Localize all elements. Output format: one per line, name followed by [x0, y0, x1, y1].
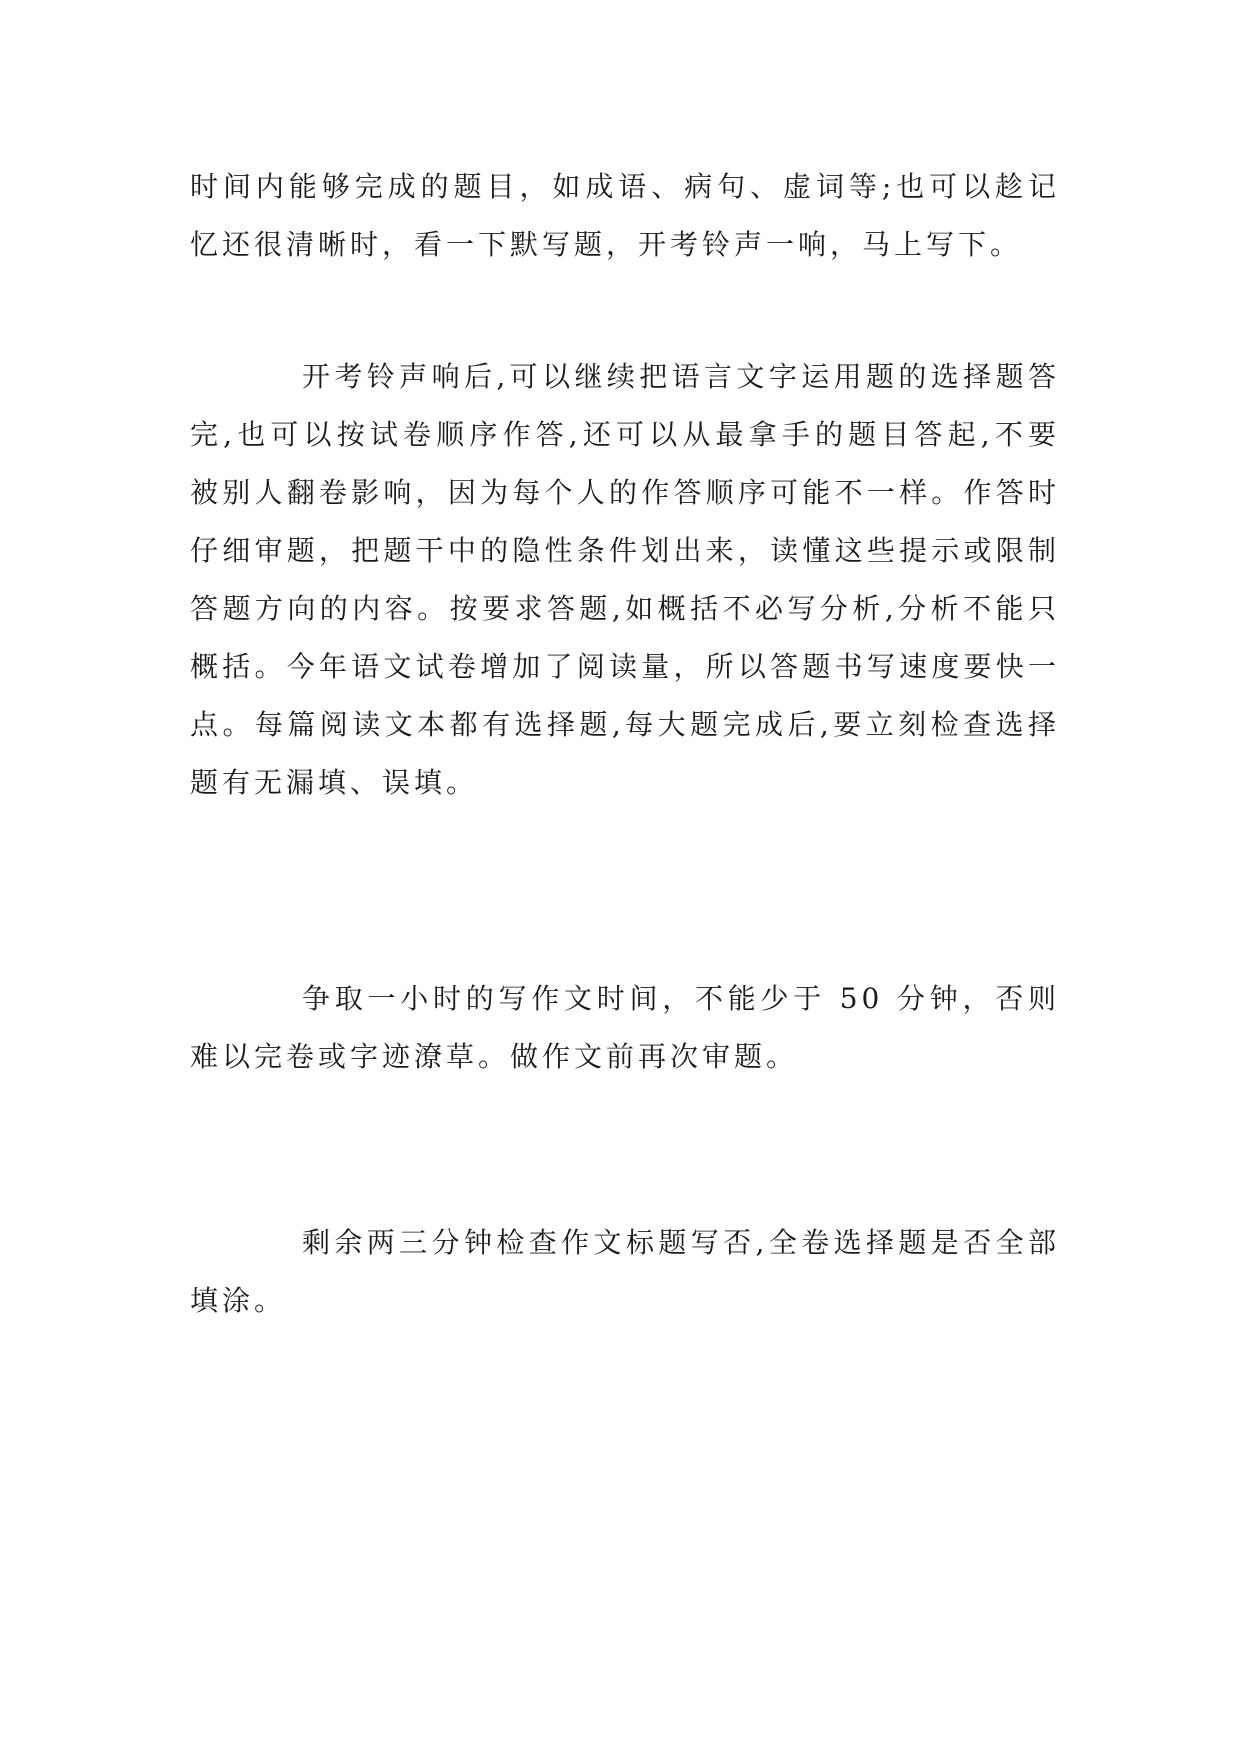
- paragraph-4: 剩余两三分钟检查作文标题写否,全卷选择题是否全部填涂。: [190, 1226, 1060, 1317]
- paragraph-2: 开考铃声响后,可以继续把语言文字运用题的选择题答完,也可以按试卷顺序作答,还可以从最拿手的题目答起,不要被别人翻卷影响，因为每个人的作答顺序可能不一样。作答时仔细审题，把题干中的隐性条件划出来，读懂这些提示或限制答题方向的内容。按要求答题,如概括不必写分析,分析不能只概括。今年语文试卷增加了阅读量，所以答题书写速度要快一点。每篇阅读文本都有选择题,每大题完成后,要立刻检查选择题有无漏填、误填。: [190, 360, 1060, 799]
- paragraph-3: 争取一小时的写作文时间，不能少于 50 分钟，否则难以完卷或字迹潦草。做作文前再次审题。: [190, 982, 1060, 1073]
- paragraph-1: 时间内能够完成的题目，如成语、病句、虚词等;也可以趁记忆还很清晰时，看一下默写题，开考铃声一响，马上写下。: [190, 170, 1060, 261]
